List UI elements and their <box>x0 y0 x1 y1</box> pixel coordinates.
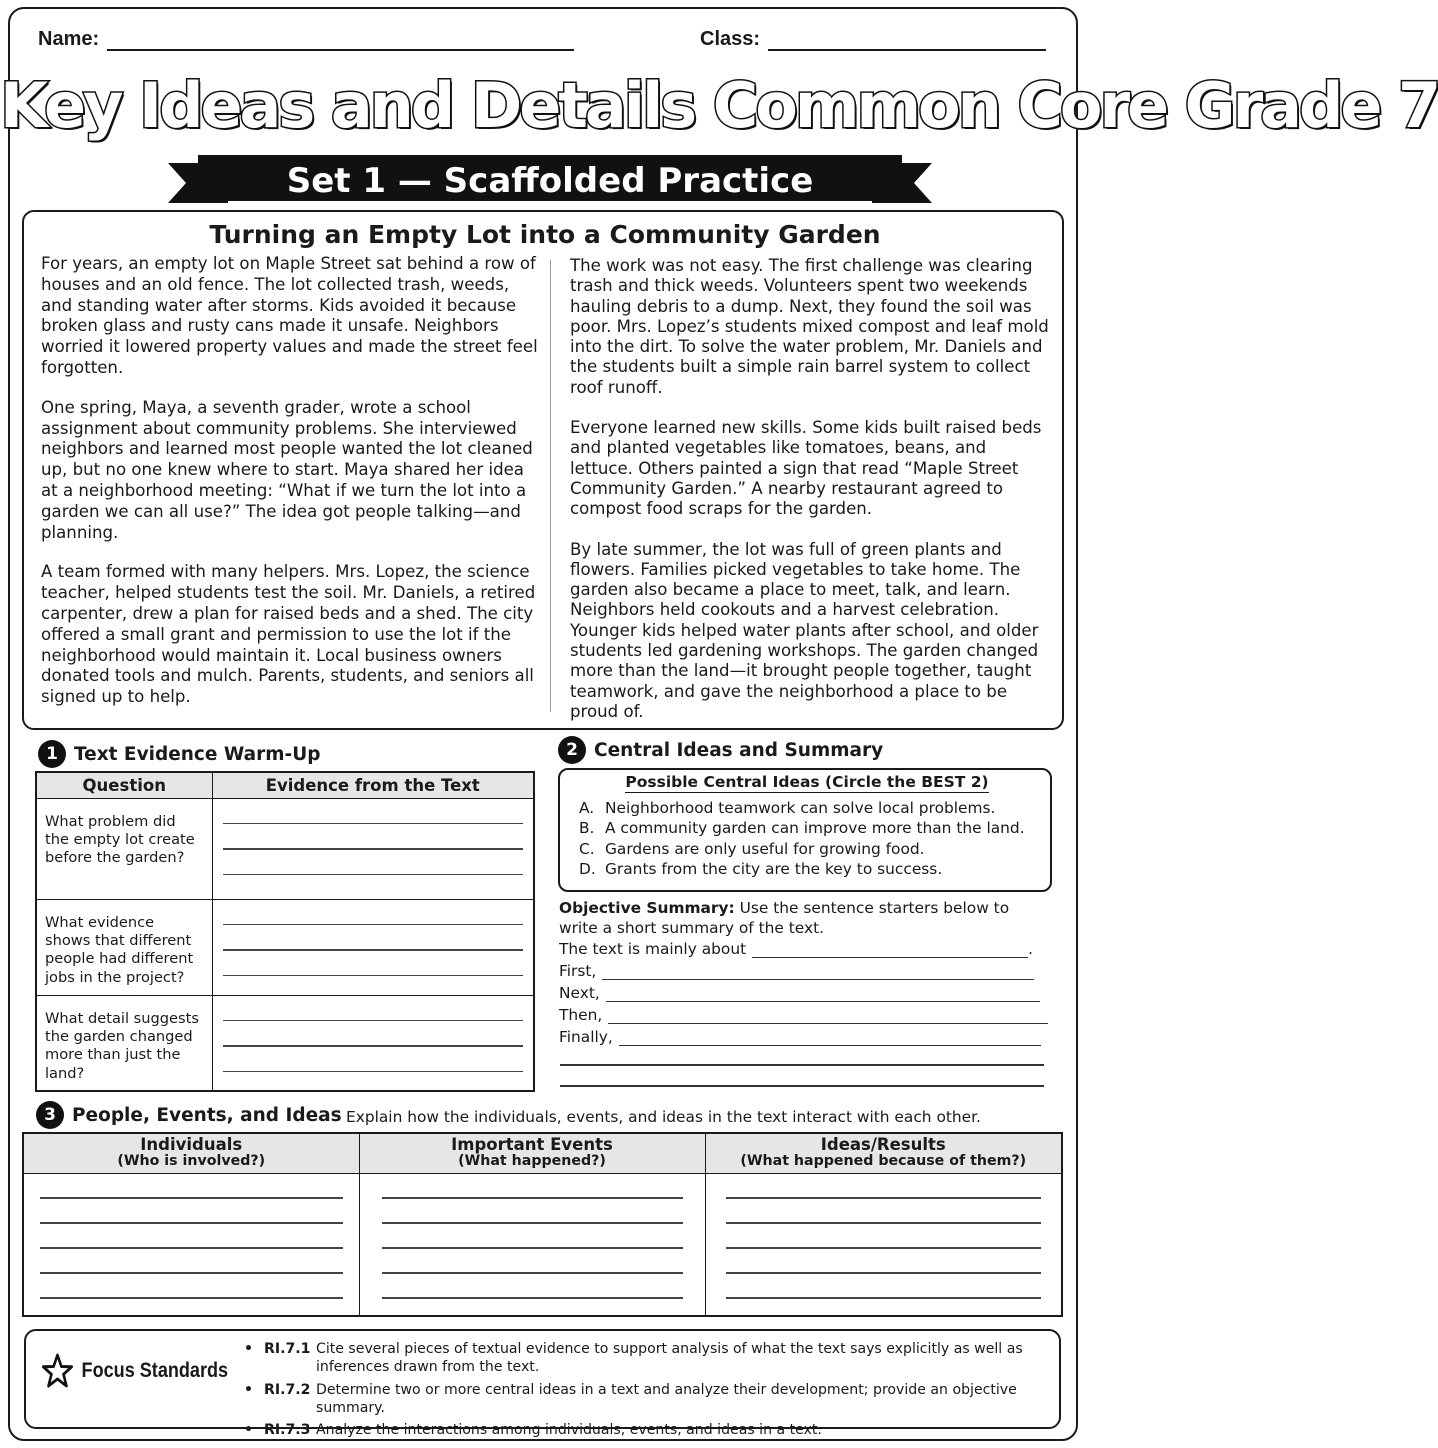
evidence-table <box>35 771 535 1092</box>
passage-title: Turning an Empty Lot into a Community Garden <box>209 220 881 249</box>
question-cell: What problem did the empty lot create before the garden? <box>36 798 212 899</box>
option-b[interactable]: B. A community garden can improve more than the land. <box>579 819 1025 838</box>
events-answer-area[interactable] <box>359 1173 705 1316</box>
summary-instructions: Objective Summary: Use the sentence starters below to write a short summary of the text. <box>559 899 1010 937</box>
reading-passage <box>22 210 1064 730</box>
question-cell: What detail suggests the garden changed more than just the land? <box>36 995 212 1091</box>
central-ideas-options <box>579 798 1025 880</box>
individuals-answer-area[interactable] <box>23 1173 359 1316</box>
answer-line[interactable] <box>602 966 1034 980</box>
option-c[interactable]: C. Gardens are only useful for growing food. <box>579 839 925 858</box>
table-row <box>36 798 534 899</box>
section-3-heading <box>36 1101 342 1129</box>
section-title: Central Ideas and Summary <box>594 739 884 761</box>
set-banner <box>168 155 932 207</box>
answer-area[interactable] <box>212 798 534 899</box>
answer-line[interactable] <box>606 988 1040 1002</box>
name-row <box>38 28 574 51</box>
summary-starter-main: The text is mainly about . <box>559 940 1034 958</box>
summary-starter-then: Then, <box>559 1006 1048 1024</box>
people-events-ideas-table <box>22 1132 1063 1317</box>
class-label: Class: <box>700 28 761 50</box>
paragraph: For years, an empty lot on Maple Street sat behind a row of houses and an old fence. The lot collected trash, weeds, and standing water after storms. Kids avoided it because broken glass and rusty cans made it unsafe. Neighbors worried it lowered property values and made the street feel forgotten. <box>41 254 538 377</box>
focus-standards-box <box>24 1329 1061 1439</box>
column-divider <box>550 260 551 712</box>
section-title: People, Events, and Ideas <box>72 1104 342 1126</box>
column-header-question: Question <box>36 772 212 798</box>
answer-area[interactable] <box>212 899 534 995</box>
option-d[interactable]: D. Grants from the city are the key to success. <box>579 860 943 879</box>
answer-area[interactable] <box>212 995 534 1091</box>
name-label: Name: <box>38 28 100 50</box>
section-number-badge: 1 <box>38 740 66 768</box>
column-header-results: Ideas/Results (What happened because of them?) <box>705 1133 1062 1173</box>
section-3-instructions: Explain how the individuals, events, and ideas in the text interact with each other. <box>346 1108 981 1126</box>
answer-line[interactable] <box>752 944 1028 958</box>
answer-line[interactable] <box>560 1064 1044 1066</box>
central-ideas-box <box>558 768 1052 892</box>
results-answer-area[interactable] <box>705 1173 1062 1316</box>
class-field[interactable] <box>768 29 1046 51</box>
name-field[interactable] <box>107 29 574 51</box>
paragraph: One spring, Maya, a seventh grader, wrote a school assignment about community problems. She interviewed neighbors and learned most people wanted the lot cleaned up, but no one knew where to start. Maya shared her idea at a neighborhood meeting: “What if we turn the lot into a garden we can all use?” The idea got people talking—and planning. <box>41 397 533 542</box>
summary-starter-next: Next, <box>559 984 1040 1002</box>
banner-text: Set 1 — Scaffolded Practice <box>286 161 814 201</box>
passage-right-column <box>570 256 1050 742</box>
section-2-heading <box>558 736 883 764</box>
section-number-badge: 2 <box>558 736 586 764</box>
standard-item: • RI.7.3 Analyze the interactions among individuals, events, and ideas in a text. <box>244 1421 1056 1439</box>
option-a[interactable]: A. Neighborhood teamwork can solve local problems. <box>579 799 996 817</box>
column-header-evidence: Evidence from the Text <box>212 772 534 798</box>
answer-line[interactable] <box>608 1010 1048 1024</box>
paragraph: The work was not easy. The first challenge was clearing trash and thick weeds. Volunteers spent two weekends hauling debris to a dump. Next, they found the soil was poor. Mrs. Lopez’s students mixed compost and leaf mold into the dirt. To solve the water problem, Mr. Daniels and the students built a simple rain barrel system to collect roof runoff. <box>570 256 1049 397</box>
focus-standards-label: Focus Standards <box>42 1353 228 1389</box>
standard-item: • RI.7.1 Cite several pieces of textual evidence to support analysis of what the text says explicitly as well as inferences drawn from the text. <box>244 1340 1056 1377</box>
class-row <box>700 28 1046 51</box>
paragraph: A team formed with many helpers. Mrs. Lopez, the science teacher, helped students test the soil. Mr. Daniels, a retired carpenter, drew a plan for raised beds and a shed. The city offered a small grant and permission to use the lot if the neighborhood would maintain it. Local business owners donated tools and mulch. Parents, students, and seniors all signed up to help. <box>41 562 536 707</box>
answer-line[interactable] <box>560 1085 1044 1087</box>
section-title: Text Evidence Warm-Up <box>74 743 321 765</box>
section-number-badge: 3 <box>36 1101 64 1129</box>
standards-list <box>244 1340 1056 1443</box>
question-cell: What evidence shows that different people had different jobs in the project? <box>36 899 212 995</box>
column-header-individuals: Individuals (Who is involved?) <box>23 1133 359 1173</box>
passage-left-column <box>41 254 541 727</box>
standard-item: • RI.7.2 Determine two or more central ideas in a text and analyze their development; provide an objective summary. <box>244 1381 1056 1418</box>
table-row <box>36 995 534 1091</box>
worksheet-title: Key Ideas and Details Common Core Grade 7 <box>0 69 1438 142</box>
central-ideas-heading: Possible Central Ideas (Circle the BEST 2) <box>625 773 989 791</box>
answer-line[interactable] <box>619 1032 1041 1046</box>
paragraph: By late summer, the lot was full of green plants and flowers. Families picked vegetables to take home. The garden also became a place to meet, talk, and learn. Neighbors held cookouts and a harvest celebration. Younger kids helped water plants after school, and older students led gardening workshops. The garden changed more than the land—it brought people together, taught teamwork, and gave the neighborhood a place to be proud of. <box>570 539 1039 721</box>
section-1-heading <box>38 740 320 768</box>
paragraph: Everyone learned new skills. Some kids built raised beds and planted vegetables like tomatoes, beans, and lettuce. Others painted a sign that read “Maple Street Community Garden.” A nearby restaurant agreed to compost food scraps for the garden. <box>570 418 1042 519</box>
table-row <box>36 899 534 995</box>
column-header-events: Important Events (What happened?) <box>359 1133 705 1173</box>
summary-starter-first: First, <box>559 962 1034 980</box>
star-icon <box>42 1353 73 1389</box>
summary-starter-finally: Finally, <box>559 1028 1041 1046</box>
